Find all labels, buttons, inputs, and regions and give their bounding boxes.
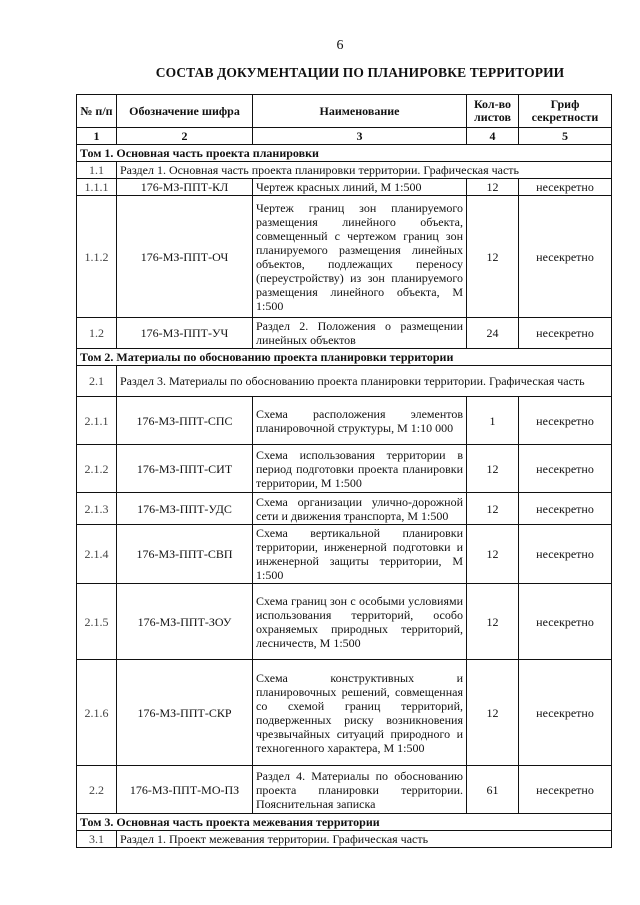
column-number: 2 [117, 128, 253, 145]
row-secrecy: несекретно [519, 766, 612, 814]
row-number: 2.1.1 [77, 397, 117, 445]
row-number: 2.2 [77, 766, 117, 814]
row-secrecy: несекретно [519, 397, 612, 445]
table-header-row [77, 95, 612, 128]
section-title: Раздел 1. Основная часть проекта планировки территории. Графическая часть [117, 162, 612, 179]
row-secrecy: несекретно [519, 493, 612, 525]
row-secrecy: несекретно [519, 445, 612, 493]
table-row [77, 445, 612, 493]
table-row [77, 196, 612, 318]
row-code: 176-МЗ-ППТ-ЗОУ [117, 584, 253, 660]
row-name: Схема конструктивных и планировочных решений, совмещенная со схемой границ территорий, подверженных риску возникновения чрезвычайных ситуаций природного и техногенного характера, М 1:500 [253, 660, 467, 766]
row-name: Схема расположения элементов планировочной структуры, М 1:10 000 [253, 397, 467, 445]
row-sheets: 24 [467, 318, 519, 349]
row-number: 2.1 [77, 366, 117, 397]
row-number: 2.1.3 [77, 493, 117, 525]
row-number: 1.1.2 [77, 196, 117, 318]
column-number: 4 [467, 128, 519, 145]
row-number: 2.1.5 [77, 584, 117, 660]
section-title: Раздел 1. Проект межевания территории. Графическая часть [117, 831, 612, 848]
row-number: 2.1.4 [77, 525, 117, 584]
row-code: 176-МЗ-ППТ-ОЧ [117, 196, 253, 318]
row-number: 1.2 [77, 318, 117, 349]
row-number: 2.1.6 [77, 660, 117, 766]
document-title: СОСТАВ ДОКУМЕНТАЦИИ ПО ПЛАНИРОВКЕ ТЕРРИТОРИИ [155, 65, 565, 80]
section-row [77, 831, 612, 848]
row-code: 176-МЗ-ППТ-УДС [117, 493, 253, 525]
row-name: Раздел 2. Положения о размещении линейных объектов [253, 318, 467, 349]
row-secrecy: несекретно [519, 196, 612, 318]
column-number: 5 [519, 128, 612, 145]
row-sheets: 12 [467, 196, 519, 318]
table-row [77, 318, 612, 349]
tom-row [77, 145, 612, 162]
row-code: 176-МЗ-ППТ-СКР [117, 660, 253, 766]
row-sheets: 1 [467, 397, 519, 445]
row-name: Раздел 4. Материалы по обоснованию проекта планировки территории. Пояснительная записка [253, 766, 467, 814]
row-code: 176-МЗ-ППТ-КЛ [117, 179, 253, 196]
row-number: 2.1.2 [77, 445, 117, 493]
row-code: 176-МЗ-ППТ-СВП [117, 525, 253, 584]
row-number: 1.1 [77, 162, 117, 179]
header-name: Наименование [253, 95, 467, 128]
table-row [77, 660, 612, 766]
row-name: Схема границ зон с особыми условиями использования территорий, особо охраняемых природных территорий, лесничеств, М 1:500 [253, 584, 467, 660]
table-row [77, 493, 612, 525]
row-sheets: 12 [467, 525, 519, 584]
header-sheets: Кол-во листов [467, 95, 519, 128]
tom-row [77, 814, 612, 831]
row-secrecy: несекретно [519, 584, 612, 660]
header-secrecy: Гриф секретности [519, 95, 612, 128]
header-code: Обозначение шифра [117, 95, 253, 128]
row-sheets: 12 [467, 445, 519, 493]
row-sheets: 12 [467, 179, 519, 196]
documentation-table [76, 94, 612, 848]
row-secrecy: несекретно [519, 660, 612, 766]
row-code: 176-МЗ-ППТ-СПС [117, 397, 253, 445]
column-number: 1 [77, 128, 117, 145]
row-code: 176-МЗ-ППТ-СИТ [117, 445, 253, 493]
row-code: 176-МЗ-ППТ-УЧ [117, 318, 253, 349]
tom-row [77, 349, 612, 366]
row-name: Чертеж красных линий, М 1:500 [253, 179, 467, 196]
tom-title: Том 2. Материалы по обоснованию проекта планировки территории [77, 349, 612, 366]
row-secrecy: несекретно [519, 525, 612, 584]
row-secrecy: несекретно [519, 179, 612, 196]
row-name: Схема использования территории в период подготовки проекта планировки территории, М 1:500 [253, 445, 467, 493]
column-number-row [77, 128, 612, 145]
section-row [77, 162, 612, 179]
column-number: 3 [253, 128, 467, 145]
tom-title: Том 1. Основная часть проекта планировки [77, 145, 612, 162]
table-row [77, 766, 612, 814]
row-sheets: 12 [467, 584, 519, 660]
header-num: № п/п [77, 95, 117, 128]
row-name: Схема организации улично-дорожной сети и движения транспорта, М 1:500 [253, 493, 467, 525]
section-title: Раздел 3. Материалы по обоснованию проекта планировки территории. Графическая часть [117, 366, 612, 397]
table-row [77, 397, 612, 445]
table-row [77, 179, 612, 196]
row-name: Схема вертикальной планировки территории, инженерной подготовки и инженерной защиты территории, М 1:500 [253, 525, 467, 584]
section-row [77, 366, 612, 397]
row-secrecy: несекретно [519, 318, 612, 349]
page-number: 6 [336, 38, 344, 53]
tom-title: Том 3. Основная часть проекта межевания территории [77, 814, 612, 831]
table-row [77, 584, 612, 660]
row-number: 1.1.1 [77, 179, 117, 196]
row-sheets: 61 [467, 766, 519, 814]
row-code: 176-МЗ-ППТ-МО-ПЗ [117, 766, 253, 814]
row-name: Чертеж границ зон планируемого размещения линейного объекта, совмещенный с чертежом границ зон планируемого размещения линейных объектов, подлежащих переносу (переустройству) из зон планируемого размещения линейного объекта, М 1:500 [253, 196, 467, 318]
row-sheets: 12 [467, 493, 519, 525]
table-row [77, 525, 612, 584]
row-number: 3.1 [77, 831, 117, 848]
row-sheets: 12 [467, 660, 519, 766]
